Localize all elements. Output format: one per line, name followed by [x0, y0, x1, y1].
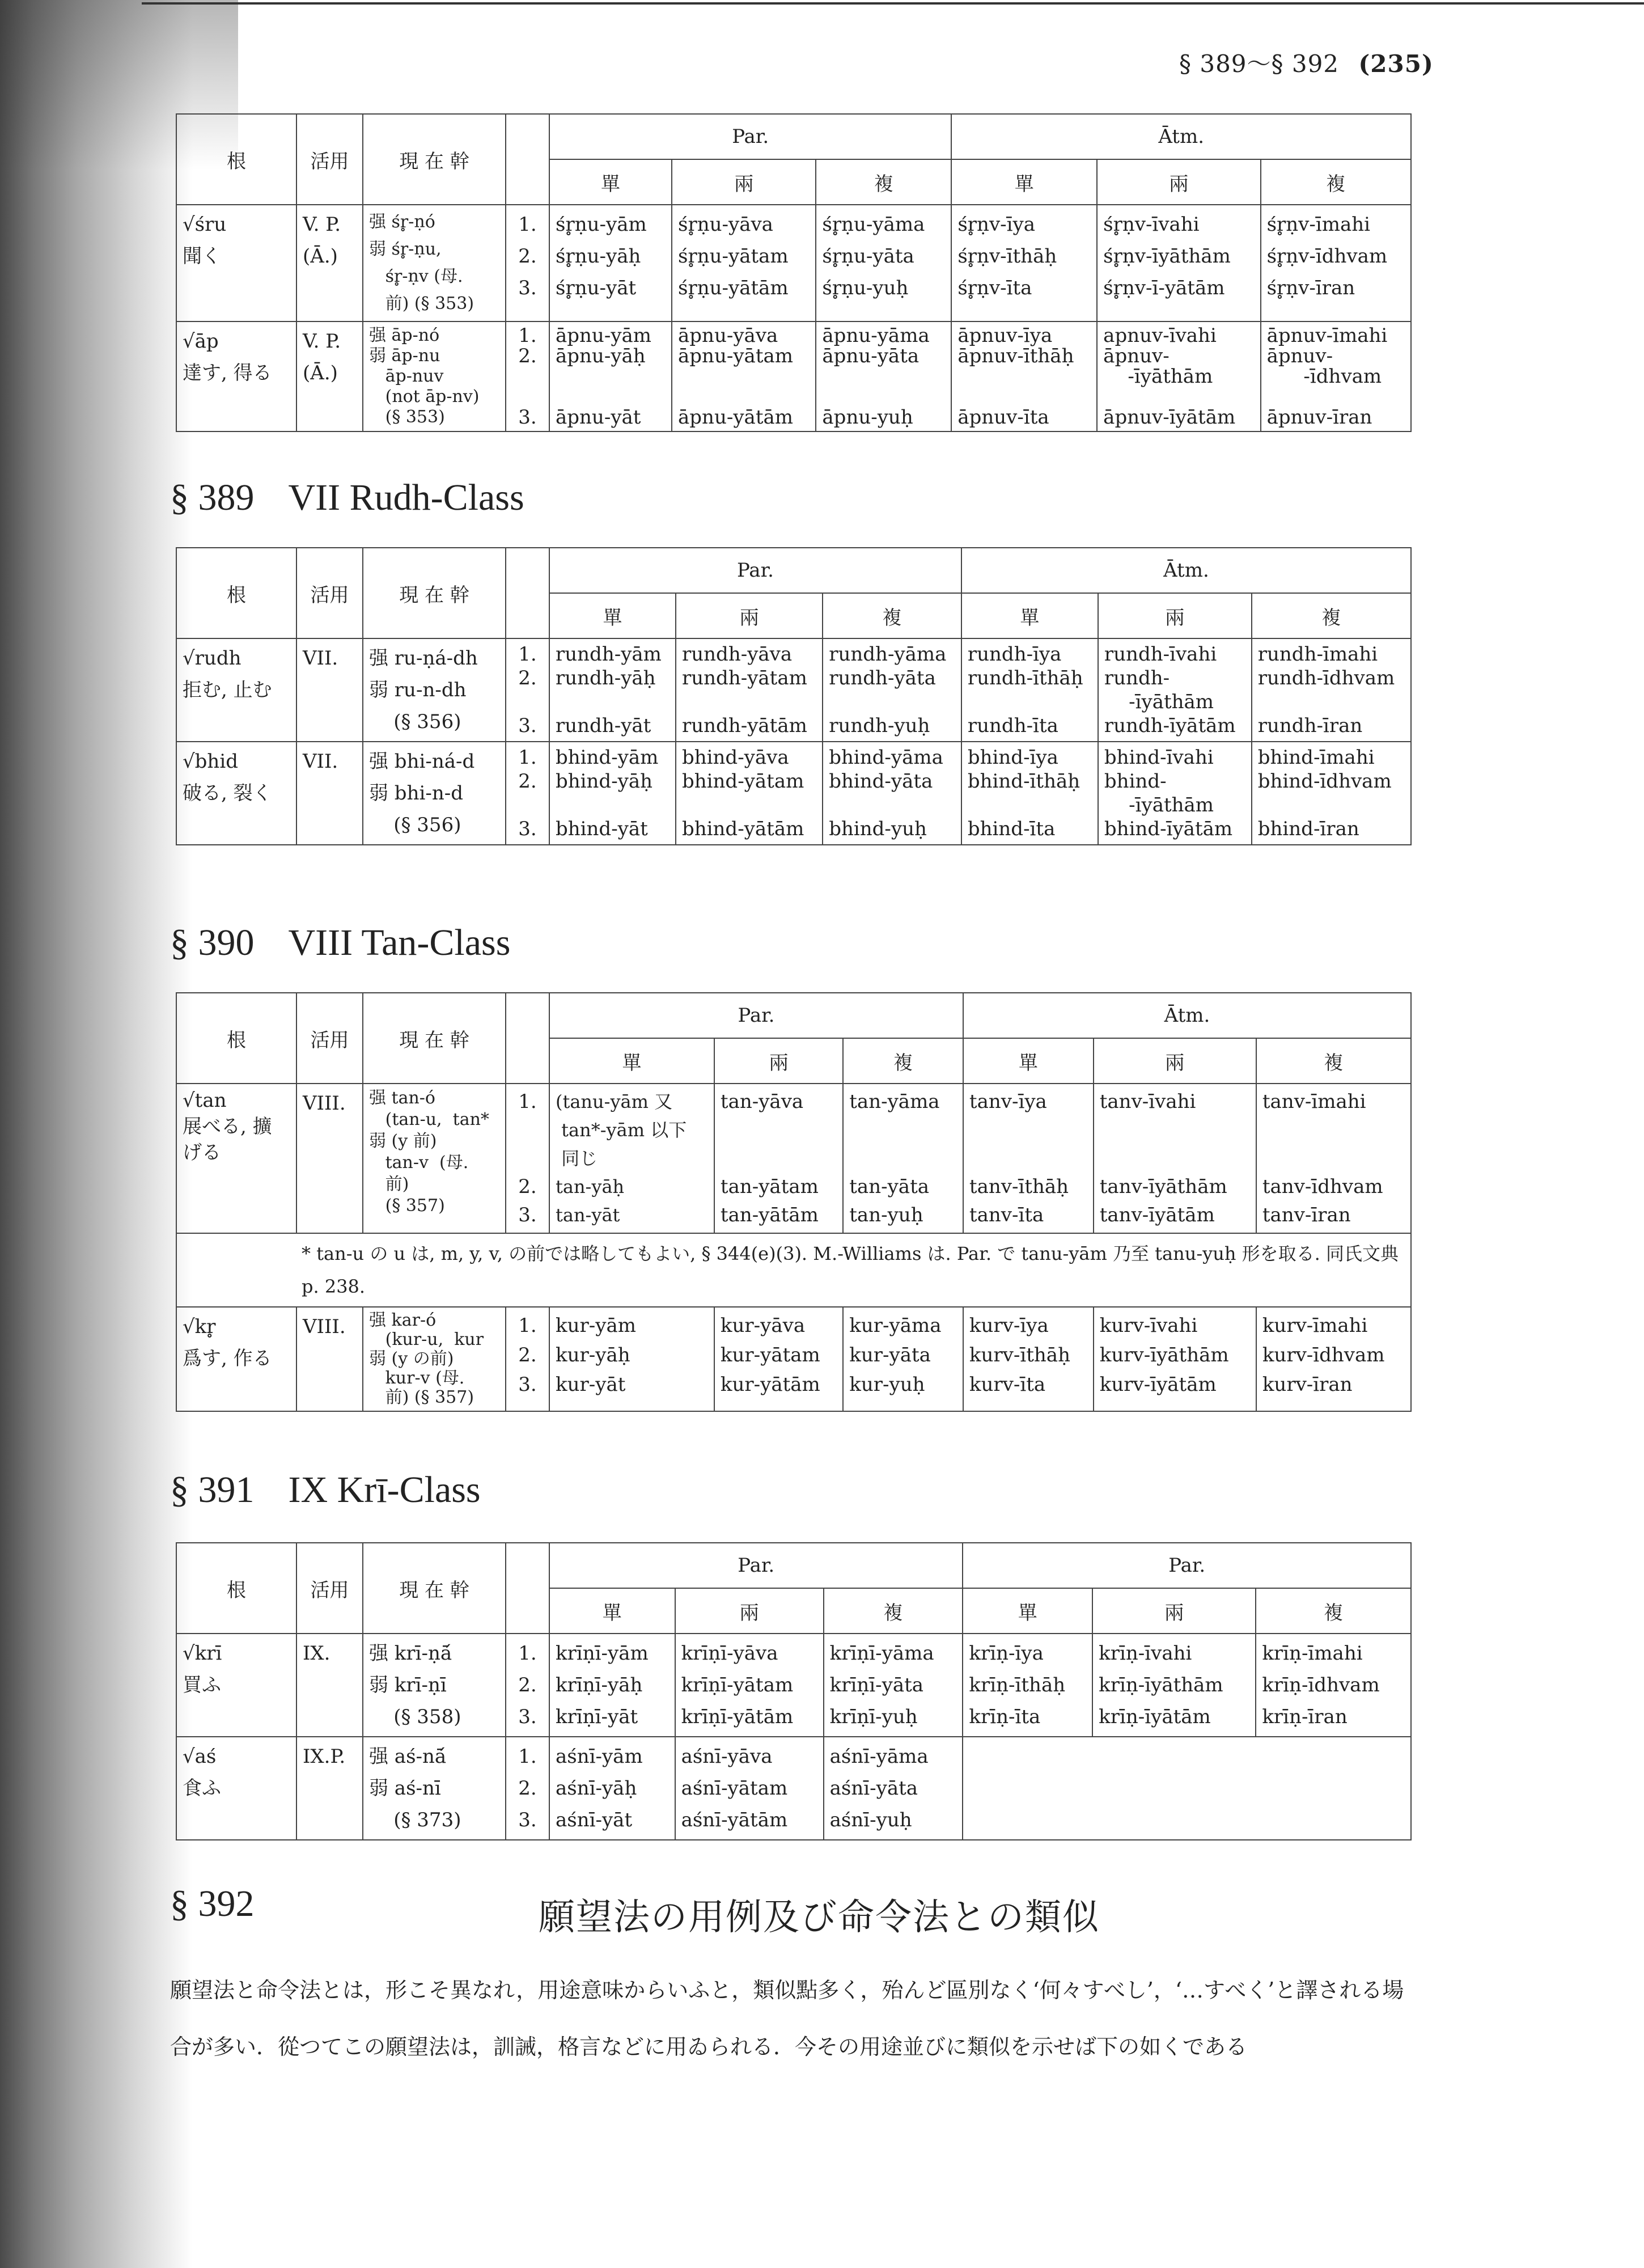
form-cell: krīṇ-īvahi krīṇ-īyāthām krīṇ-īyātām	[1092, 1634, 1256, 1737]
section-title: IX Krī-Class	[288, 1469, 481, 1510]
form-cell: śr̥ṇv-īmahi śr̥ṇv-īdhvam śr̥ṇv-īran	[1261, 205, 1411, 321]
person-numbers: 1. 2. 3.	[506, 638, 549, 742]
section-number-392: § 392	[170, 1883, 255, 1924]
form-cell: bhind-yāva bhind-yātam bhind-yātām	[676, 742, 823, 845]
section-number: § 391	[170, 1469, 255, 1510]
header-dual: 兩	[676, 593, 823, 638]
class-cell: VIII.	[296, 1307, 363, 1411]
header-dual: 兩	[1094, 1038, 1256, 1084]
form-cell: apnuv-īvahi āpnuv- -īyāthām āpnuv-īyātām	[1097, 321, 1260, 431]
form-cell	[1256, 1737, 1411, 1840]
form-cell: rundh-yāma rundh-yāta rundh-yuḥ	[823, 638, 961, 742]
form-cell: kur-yāma kur-yāta kur-yuḥ	[843, 1307, 963, 1411]
header-blank	[506, 1543, 549, 1634]
form-cell: aśnī-yāma aśnī-yāta aśnī-yuḥ	[824, 1737, 963, 1840]
running-head	[1179, 45, 1434, 79]
header-plural: 複	[1261, 159, 1411, 205]
header-blank	[506, 548, 549, 638]
conjugation-table-4	[176, 1542, 1412, 1840]
table-row	[176, 1634, 1411, 1737]
header-parasmaipada: Par.	[549, 114, 951, 159]
header-blank	[506, 993, 549, 1084]
form-cell: āpnuv-īya āpnuv-īthāḥ āpnuv-īta	[951, 321, 1097, 431]
stem-cell: 强 aś-nā́ 弱 aś-nī (§ 373)	[363, 1737, 506, 1840]
person-numbers: 1. 2. 3.	[506, 1084, 549, 1233]
stem-cell: 强 āp-nó 弱 āp-nu āp-nuv (not āp-nv) (§ 353)	[363, 321, 506, 431]
header-parasmaipada: Par.	[549, 548, 961, 593]
header-plural: 複	[824, 1588, 963, 1634]
body-paragraph: 願望法と命令法とは，形こそ異なれ，用途意味からいふと，類似點多く，殆んど區別なく‘何々すべし’，‘…すべく’と譯される場合が多い．從つてこの願望法は，訓誡，格言などに用ゐられる．今その用途並びに類似を示せば下の如くである	[170, 1978, 1404, 2059]
header-activity: 活用	[296, 993, 363, 1084]
header-activity: 活用	[296, 114, 363, 205]
person-numbers: 1. 2. 3.	[506, 742, 549, 845]
table-row	[176, 1233, 1411, 1307]
header-plural: 複	[816, 159, 951, 205]
conjugation-table-1	[176, 113, 1412, 432]
root-cell: √kr̥ 爲す, 作る	[176, 1307, 296, 1411]
form-cell: tan-yāma tan-yāta tan-yuḥ	[843, 1084, 963, 1233]
header-singular: 單	[549, 1038, 714, 1084]
form-cell: tanv-īmahi tanv-īdhvam tanv-īran	[1256, 1084, 1411, 1233]
person-numbers: 1. 2. 3.	[506, 321, 549, 431]
table-row	[176, 1084, 1411, 1233]
footnote: * tan-u の u は, m, y, v, の前では略してもよい, § 344(e)(3). M.-Williams は. Par. で tanu-yām 乃至 tanu-yuḥ 形を取る. 同氏文典 p. 238.	[176, 1233, 1411, 1307]
header-plural: 複	[1256, 1038, 1411, 1084]
form-cell: krīṇī-yām krīṇī-yāḥ krīṇī-yāt	[549, 1634, 675, 1737]
form-cell: āpnu-yāma āpnu-yāta āpnu-yuḥ	[816, 321, 951, 431]
page-number: (235)	[1358, 50, 1434, 78]
person-numbers: 1. 2. 3.	[506, 1634, 549, 1737]
header-singular: 單	[549, 159, 672, 205]
header-singular: 單	[961, 593, 1098, 638]
page-edge-shadow	[0, 0, 193, 2268]
section-number: § 390	[170, 922, 255, 963]
form-cell: krīṇī-yāva krīṇī-yātam krīṇī-yātām	[675, 1634, 824, 1737]
form-cell: rundh-īmahi rundh-īdhvam rundh-īran	[1252, 638, 1411, 742]
form-cell: rundh-yāva rundh-yātam rundh-yātām	[676, 638, 823, 742]
stem-cell: 强 bhi-ná-d 弱 bhi-n-d (§ 356)	[363, 742, 506, 845]
form-cell: bhind-īmahi bhind-īdhvam bhind-īran	[1252, 742, 1411, 845]
header-singular: 單	[549, 1588, 675, 1634]
header-root: 根	[176, 548, 296, 638]
header-parasmaipada: Par.	[549, 993, 963, 1038]
section-heading-391	[170, 1469, 481, 1512]
table-row	[176, 1307, 1411, 1411]
section-number: § 389	[170, 477, 255, 518]
form-cell: kur-yāva kur-yātam kur-yātām	[714, 1307, 843, 1411]
root-cell: √śru 聞く	[176, 205, 296, 321]
form-cell: kur-yām kur-yāḥ kur-yāt	[549, 1307, 714, 1411]
form-cell: krīṇ-īya krīṇ-īthāḥ krīṇ-īta	[963, 1634, 1092, 1737]
form-cell: kurv-īmahi kurv-īdhvam kurv-īran	[1256, 1307, 1411, 1411]
root-cell: √aś 食ふ	[176, 1737, 296, 1840]
header-atmanepada: Ātm.	[963, 993, 1411, 1038]
form-cell: bhind-īvahi bhind- -īyāthām bhind-īyātām	[1098, 742, 1252, 845]
header-plural: 複	[823, 593, 961, 638]
table-row	[176, 638, 1411, 742]
root-cell: √rudh 拒む, 止む	[176, 638, 296, 742]
class-cell: V. P. (Ā.)	[296, 321, 363, 431]
form-cell	[1092, 1737, 1256, 1840]
header-parasmaipada: Par.	[549, 1543, 963, 1588]
header-stem: 現 在 幹	[363, 993, 506, 1084]
form-cell: rundh-īvahi rundh- -īyāthām rundh-īyātām	[1098, 638, 1252, 742]
root-cell: √tan 展べる, 擴 げる	[176, 1084, 296, 1233]
header-plural: 複	[843, 1038, 963, 1084]
table-row	[176, 742, 1411, 845]
form-cell: krīṇ-īmahi krīṇ-īdhvam krīṇ-īran	[1256, 1634, 1411, 1737]
form-cell: krīṇī-yāma krīṇī-yāta krīṇī-yuḥ	[824, 1634, 963, 1737]
form-cell: (tanu-yām 又 tan*-yām 以下 同じ tan-yāḥ tan-yāt	[549, 1084, 714, 1233]
form-cell: āpnuv-īmahi āpnuv- -īdhvam āpnuv-īran	[1261, 321, 1411, 431]
class-cell: VII.	[296, 638, 363, 742]
header-atmanepada: Ātm.	[951, 114, 1411, 159]
header-dual: 兩	[1098, 593, 1252, 638]
stem-cell: 强 krī-ṇā́ 弱 krī-ṇī (§ 358)	[363, 1634, 506, 1737]
header-activity: 活用	[296, 548, 363, 638]
header-dual: 兩	[714, 1038, 843, 1084]
header-atmanepada: Ātm.	[961, 548, 1411, 593]
section-title: VII Rudh-Class	[288, 477, 524, 518]
header-root: 根	[176, 993, 296, 1084]
header-stem: 現 在 幹	[363, 114, 506, 205]
form-cell	[963, 1737, 1092, 1840]
header-singular: 單	[963, 1038, 1094, 1084]
form-cell: kurv-īya kurv-īthāḥ kurv-īta	[963, 1307, 1094, 1411]
header-blank	[506, 114, 549, 205]
stem-cell: 强 tan-ó (tan-u, tan* 弱 (y 前) tan-v (母. 前) (§ 357)	[363, 1084, 506, 1233]
header-singular: 單	[549, 593, 676, 638]
stem-cell: 强 kar-ó (kur-u, kur 弱 (y の前) kur-v (母. 前) (§ 357)	[363, 1307, 506, 1411]
form-cell: tanv-īvahi tanv-īyāthām tanv-īyātām	[1094, 1084, 1256, 1233]
section-title-392: 願望法の用例及び命令法との類似	[539, 1897, 1100, 1939]
running-head-sections: § 389～§ 392	[1179, 50, 1340, 78]
form-cell: bhind-īya bhind-īthāḥ bhind-īta	[961, 742, 1098, 845]
header-dual: 兩	[1092, 1588, 1256, 1634]
header-dual: 兩	[675, 1588, 824, 1634]
form-cell: aśnī-yām aśnī-yāḥ aśnī-yāt	[549, 1737, 675, 1840]
section-heading-390	[170, 921, 510, 964]
table-row	[176, 205, 1411, 321]
form-cell: rundh-īya rundh-īthāḥ rundh-īta	[961, 638, 1098, 742]
form-cell: āpnu-yāva āpnu-yātam āpnu-yātām	[672, 321, 816, 431]
root-cell: √āp 達す, 得る	[176, 321, 296, 431]
header-root: 根	[176, 114, 296, 205]
form-cell: śr̥ṇu-yām śr̥ṇu-yāḥ śr̥ṇu-yāt	[549, 205, 672, 321]
class-cell: IX.	[296, 1634, 363, 1737]
section-heading-389	[170, 476, 524, 519]
form-cell: śr̥ṇu-yāma śr̥ṇu-yāta śr̥ṇu-yuḥ	[816, 205, 951, 321]
header-parasmaipada-2: Par.	[963, 1543, 1411, 1588]
header-dual: 兩	[672, 159, 816, 205]
form-cell: tanv-īya tanv-īthāḥ tanv-īta	[963, 1084, 1094, 1233]
form-cell: aśnī-yāva aśnī-yātam aśnī-yātām	[675, 1737, 824, 1840]
table-row	[176, 1737, 1411, 1840]
stem-cell: 强 śr̥-ṇó 弱 śr̥-ṇu, śr̥-ṇv (母. 前) (§ 353)	[363, 205, 506, 321]
class-cell: VIII.	[296, 1084, 363, 1233]
class-cell: V. P. (Ā.)	[296, 205, 363, 321]
form-cell: kurv-īvahi kurv-īyāthām kurv-īyātām	[1094, 1307, 1256, 1411]
table-row	[176, 321, 1411, 431]
form-cell: tan-yāva tan-yātam tan-yātām	[714, 1084, 843, 1233]
top-rule	[142, 2, 1644, 5]
class-cell: IX.P.	[296, 1737, 363, 1840]
header-plural: 複	[1252, 593, 1411, 638]
header-activity: 活用	[296, 1543, 363, 1634]
section-title: VIII Tan-Class	[288, 922, 511, 963]
form-cell: śr̥ṇv-īvahi śr̥ṇv-īyāthām śr̥ṇv-ī-yātām	[1097, 205, 1260, 321]
header-root: 根	[176, 1543, 296, 1634]
form-cell: bhind-yāma bhind-yāta bhind-yuḥ	[823, 742, 961, 845]
form-cell: śr̥ṇv-īya śr̥ṇv-īthāḥ śr̥ṇv-īta	[951, 205, 1097, 321]
header-singular: 單	[951, 159, 1097, 205]
stem-cell: 强 ru-ṇá-dh 弱 ru-n-dh (§ 356)	[363, 638, 506, 742]
form-cell: āpnu-yām āpnu-yāḥ āpnu-yāt	[549, 321, 672, 431]
conjugation-table-2	[176, 547, 1412, 845]
person-numbers: 1. 2. 3.	[506, 1737, 549, 1840]
header-plural: 複	[1256, 1588, 1411, 1634]
form-cell: śr̥ṇu-yāva śr̥ṇu-yātam śr̥ṇu-yātām	[672, 205, 816, 321]
person-numbers: 1. 2. 3.	[506, 205, 549, 321]
conjugation-table-3	[176, 992, 1412, 1412]
person-numbers: 1. 2. 3.	[506, 1307, 549, 1411]
header-dual: 兩	[1097, 159, 1260, 205]
header-stem: 現 在 幹	[363, 548, 506, 638]
form-cell: bhind-yām bhind-yāḥ bhind-yāt	[549, 742, 676, 845]
form-cell: rundh-yām rundh-yāḥ rundh-yāt	[549, 638, 676, 742]
root-cell: √krī 買ふ	[176, 1634, 296, 1737]
header-singular: 單	[963, 1588, 1092, 1634]
header-stem: 現 在 幹	[363, 1543, 506, 1634]
root-cell: √bhid 破る, 裂く	[176, 742, 296, 845]
class-cell: VII.	[296, 742, 363, 845]
